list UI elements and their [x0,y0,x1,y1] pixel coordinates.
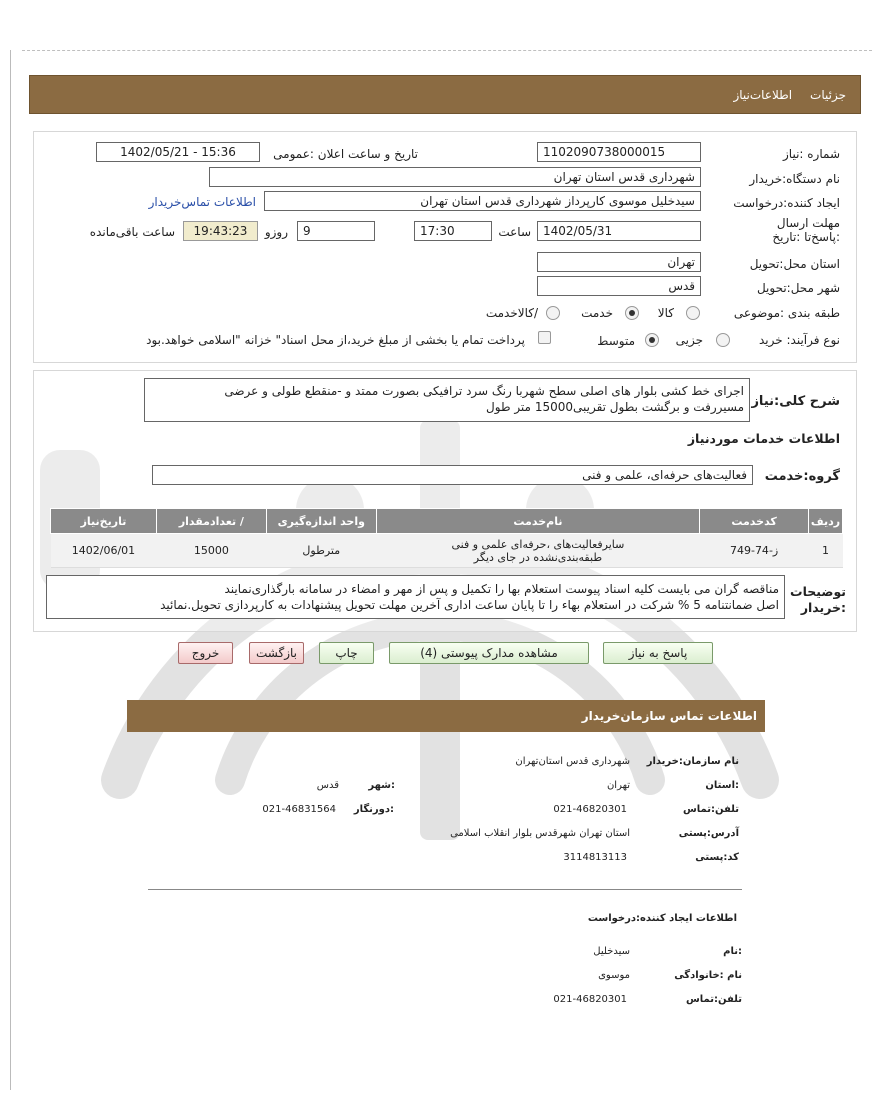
contact-province-value: تهران [606,780,630,791]
deadline-label: مهلت ارسال :پاسخ‌تا :تاریخ [772,216,840,244]
description-label: شرح کلی:نیاز [751,394,840,409]
remaining-label: ساعت باقی‌مانده [89,225,175,239]
reply-button[interactable]: پاسخ به نیاز [603,642,713,664]
creator-name-value: سیدخلیل [593,946,630,957]
province-field: تهران [537,252,701,272]
radio-goods-label: کالا [657,306,674,320]
description-field: اجرای خط کشی بلوار های اصلی سطح شهربا رنگ سرد ترافیکی بصورت ممتد و -منقطع طولی و عرضی مسیررفت و برگشت بطول تقریبی15000 متر طول [144,378,750,422]
cell-date: 1402/06/01 [51,534,157,568]
radio-minor[interactable] [716,333,730,347]
contact-city-label: :شهر [368,780,395,791]
province-label: استان محل:تحویل [749,257,840,271]
tab-details[interactable]: جزئیات [810,87,846,102]
contact-fax-value: 021-46831564 [262,804,336,815]
category-label: طبقه بندی :موضوعی [733,306,840,320]
left-frame-line [10,50,11,1090]
col-code: کدخدمت [700,509,809,534]
contact-heading: اطلاعات تماس سازمان‌خریدار [127,700,765,732]
creator-phone-value: 021-46820301 [553,994,627,1005]
cell-name: سایرفعالیت‌های ،حرفه‌ای علمی و فنی طبقه‌بندی‌نشده در جای دیگر [376,534,699,568]
contact-address-value: استان تهران شهرقدس بلوار انقلاب اسلامی [450,828,630,839]
deadline-time-label: ساعت [498,225,531,239]
services-heading: اطلاعات خدمات موردنیاز [687,431,840,446]
creator-family-value: موسوی [598,970,630,981]
creator-family-label: نام :خانوادگی [674,970,742,981]
need-info-panel [33,131,857,363]
exit-button[interactable]: خروج [178,642,233,664]
payment-text: پرداخت تمام یا بخشی از مبلغ خرید،از محل اسناد" خزانه "اسلامی خواهد.بود [146,333,525,347]
col-row: ردیف [809,509,843,534]
col-unit: واحد اندازه‌گیری [266,509,376,534]
contact-org-label: نام سازمان:خریدار [646,756,739,767]
radio-minor-label: جزیی [675,333,703,347]
radio-medium[interactable] [645,333,659,347]
radio-goods[interactable] [686,306,700,320]
contact-postal-value: 3114813113 [563,852,627,863]
col-name: نام‌خدمت [376,509,699,534]
contact-city-value: قدس [316,780,339,791]
contact-phone-value: 021-46820301 [553,804,627,815]
creator-name-label: :نام [723,946,742,957]
print-button[interactable]: چاپ [319,642,374,664]
need-number-label: شماره :نیاز [783,147,840,161]
deadline-time-field: 17:30 [414,221,492,241]
buyer-notes-label: توضیحات :خریدار [790,584,846,615]
contact-postal-label: کد:پستی [695,852,739,863]
cell-row: 1 [809,534,843,568]
col-date: تاریخ‌نیاز [51,509,157,534]
buyer-org-label: نام دستگاه:خریدار [749,172,840,186]
contact-province-label: :استان [705,780,739,791]
radio-medium-label: متوسط [597,334,635,348]
contact-fax-label: :دورنگار [353,804,394,815]
creator-phone-label: تلفن:تماس [685,994,742,1005]
radio-goods-service[interactable] [546,306,560,320]
attachments-button[interactable]: مشاهده مدارک پیوستی (4) [389,642,589,664]
table-header-row [51,509,843,534]
buyer-notes-field: مناقصه گران می بایست کلیه اسناد پیوست استعلام بها را تکمیل و پس از مهر و امضاء در سامانه بارگذاری‌نمایند اصل ضمانتنامه 5 % شرکت در استعلام بهاء را تا پایان ساعت اداری آخرین مهلت تحویل پیشنهادات به کارپردازی تحویل.نمائید [46,575,785,619]
days-field: 9 [297,221,375,241]
table-row [51,534,843,568]
header-banner [29,75,861,114]
col-qty: / تعدادمقدار [156,509,266,534]
remaining-time-field: 19:43:23 [183,221,258,241]
city-field: قدس [537,276,701,296]
back-button[interactable]: بازگشت [249,642,304,664]
announce-label: تاریخ و ساعت اعلان :عمومی [273,147,418,161]
need-number-field: 1102090738000015 [537,142,701,162]
contact-divider [148,889,742,890]
contact-address-label: آدرس:پستی [678,828,739,839]
creator-heading: اطلاعات ایجاد کننده:درخواست [587,913,737,924]
announce-field: 1402/05/21 - 15:36 [96,142,260,162]
contact-phone-label: تلفن:تماس [682,804,739,815]
payment-checkbox[interactable] [538,331,551,344]
creator-field: سیدخلیل موسوی کارپرداز شهرداری قدس استان تهران [264,191,701,211]
contact-org-value: شهرداری قدس استان‌تهران [515,756,630,767]
process-label: نوع فرآیند: خرید [759,333,840,347]
deadline-date-field: 1402/05/31 [537,221,701,241]
radio-service[interactable] [625,306,639,320]
tab-need-info[interactable]: اطلاعات‌نیاز [733,87,793,102]
days-label: روزو [264,225,288,239]
radio-service-label: خدمت [581,306,613,320]
services-table [50,508,843,568]
cell-unit: مترطول [266,534,376,568]
top-divider [22,50,872,51]
buyer-org-field: شهرداری قدس استان تهران [209,167,701,187]
radio-goods-service-label: /کالاخدمت [485,306,538,320]
service-group-label: گروه:خدمت [764,469,840,484]
creator-label: ایجاد کننده:درخواست [733,196,840,210]
service-group-field: فعالیت‌های حرفه‌ای، علمی و فنی [152,465,753,485]
city-label: شهر محل:تحویل [756,281,840,295]
cell-qty: 15000 [156,534,266,568]
cell-code: ز-74-749 [700,534,809,568]
buyer-contact-link[interactable]: اطلاعات تماس‌خریدار [148,195,256,209]
